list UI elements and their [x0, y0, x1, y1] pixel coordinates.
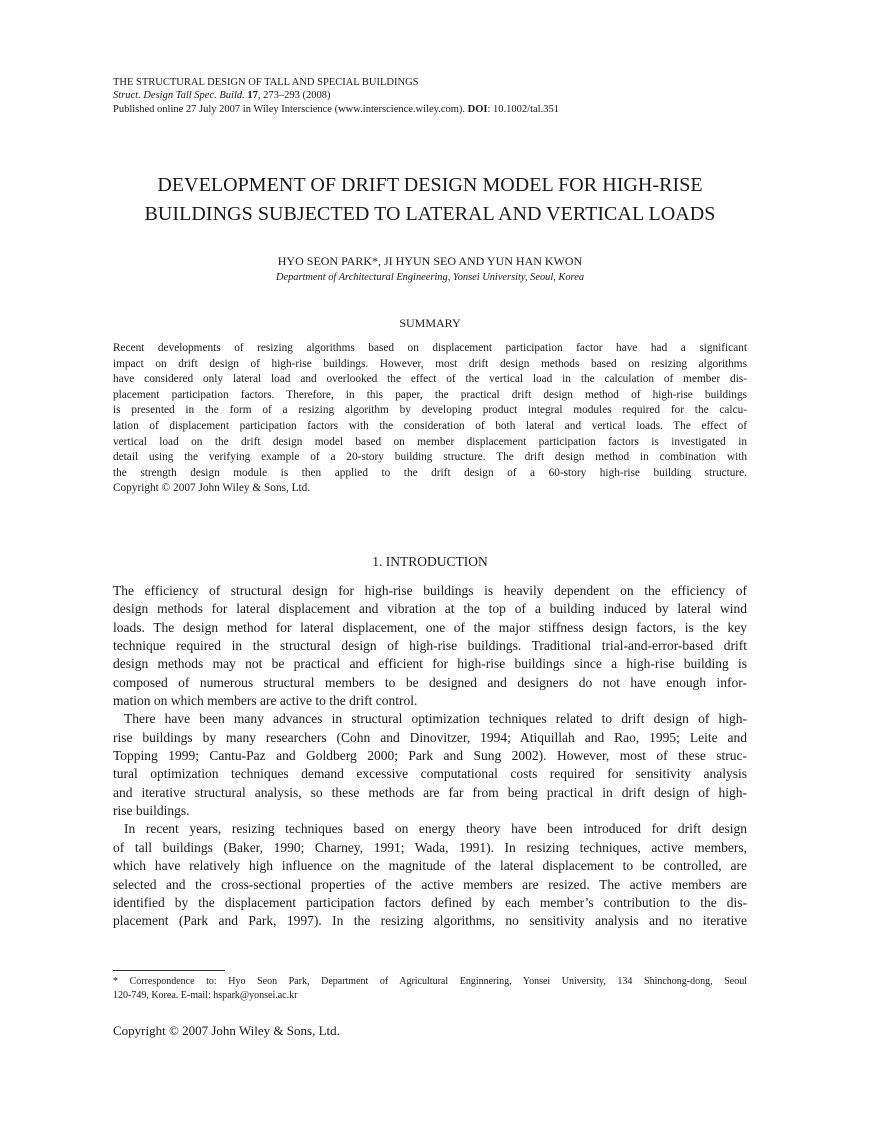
title-line: DEVELOPMENT OF DRIFT DESIGN MODEL FOR HIGH-RISE: [157, 174, 703, 196]
title-line: BUILDINGS SUBJECTED TO LATERAL AND VERTICAL LOADS: [144, 203, 716, 225]
published-text: Published online 27 July 2007 in Wiley Interscience (www.interscience.wiley.com).: [113, 103, 466, 115]
paragraph-line: In recent years, resizing techniques based on energy theory have been introduced for drift design: [124, 821, 747, 837]
correspondence-footnote: [113, 975, 747, 1003]
paragraph-line: identified by the displacement participation factors defined by each member’s contribution to the dis-: [113, 894, 747, 910]
footnote-line: * Correspondence to: Hyo Seon Park, Department of Agricultural Enginnering, Yonsei University, 134 Shinchong-dong, Seoul: [113, 976, 747, 987]
paragraph-line: placement (Park and Park, 1997). In the resizing algorithms, no sensitivity analysis and no iterative: [113, 913, 747, 929]
introduction-body: [113, 582, 747, 931]
paragraph-line: loads. The design method for lateral displacement, one of the major stiffness design factors, is the key: [113, 619, 747, 635]
summary-line: placement participation factors. Therefore, in this paper, the practical drift design method of high-rise buildings: [113, 388, 747, 401]
journal-header: [113, 76, 747, 116]
footnote-line: 120-749, Korea. E-mail: hspark@yonsei.ac.kr: [113, 990, 298, 1001]
paragraph-line: technique required in the structural design of high-rise buildings. Traditional trial-and-error-based drift: [113, 638, 747, 654]
paragraph-line: of tall buildings (Baker, 1990; Charney, 1991; Wada, 1991). In resizing techniques, active members,: [113, 839, 747, 855]
citation-journal: Struct. Design Tall Spec. Build.: [113, 90, 245, 102]
paragraph-line: design methods for lateral displacement and vibration at the top of a building induced by lateral wind: [113, 601, 747, 617]
paragraph-line: composed of numerous structural members to be designed and designers do not have enough infor-: [113, 674, 747, 690]
paragraph-line: rise buildings.: [113, 803, 190, 819]
paragraph-line: Topping 1999; Cantu-Paz and Goldberg 2000; Park and Sung 2002). However, most of these struc-: [113, 748, 747, 764]
paragraph-line: design methods may not be practical and efficient for high-rise buildings since a high-rise building is: [113, 656, 747, 672]
summary-line: Recent developments of resizing algorithms based on displacement participation factor have had a significant: [113, 342, 747, 354]
journal-name: THE STRUCTURAL DESIGN OF TALL AND SPECIAL BUILDINGS: [113, 77, 419, 88]
citation-pages: , 273–293 (2008): [257, 90, 331, 102]
authors: HYO SEON PARK*, JI HYUN SEO AND YUN HAN KWON: [277, 254, 583, 268]
paragraph-line: mation on which members are active to the drift control.: [113, 693, 418, 709]
copyright-footer: Copyright © 2007 John Wiley & Sons, Ltd.: [113, 1023, 340, 1038]
summary-text: [113, 341, 747, 497]
section-heading-introduction: 1. INTRODUCTION: [372, 554, 488, 569]
paragraph-line: The efficiency of structural design for high-rise buildings is heavily dependent on the efficiency of: [113, 583, 747, 598]
paragraph-line: and iterative structural analysis, so these methods are far from being practical in drift design of high-: [113, 784, 747, 800]
doi-label: DOI: [467, 103, 488, 115]
summary-line: detail using the verifying example of a 20-story building structure. The drift design method in combination with: [113, 451, 747, 464]
paragraph-line: selected and the cross-sectional properties of the active members are resized. The active members are: [113, 876, 747, 892]
paragraph-line: tural optimization techniques demand excessive computational costs required for sensitivity analysis: [113, 766, 747, 782]
doi-value: : 10.1002/tal.351: [487, 103, 559, 115]
summary-line: have considered only lateral load and overlooked the effect of the vertical load in the calculation of member dis-: [113, 373, 747, 386]
article-title: [113, 171, 747, 229]
summary-line: vertical load on the drift design model based on member displacement participation factors is investigated in: [113, 435, 747, 448]
affiliation: Department of Architectural Engineering, Yonsei University, Seoul, Korea: [275, 272, 585, 283]
summary-line: the strength design module is then applied to the drift design of a 60-story high-rise building structure.: [113, 466, 747, 479]
paragraph-line: rise buildings by many researchers (Cohn and Dinovitzer, 1994; Atiquillah and Rao, 1995; Leite and: [113, 729, 747, 745]
summary-line: lation of displacement participation factors with the consideration of both lateral and vertical loads. The effect of: [113, 419, 747, 432]
paragraph-line: There have been many advances in structural optimization techniques related to drift design of high-: [124, 711, 747, 727]
published-line: [113, 103, 747, 116]
citation-line: [113, 89, 747, 102]
summary-line: impact on drift design of high-rise buildings. However, most drift design methods based on resizing algorithms: [113, 357, 747, 370]
summary-heading: SUMMARY: [399, 316, 461, 330]
summary-line: Copyright © 2007 John Wiley & Sons, Ltd.: [113, 482, 311, 495]
paragraph-line: which have relatively high influence on the magnitude of the lateral displacement to be controlled, are: [113, 858, 747, 874]
footnote-divider: [113, 970, 225, 971]
citation-volume: 17: [247, 90, 258, 102]
summary-line: is presented in the form of a resizing algorithm by developing product integral modules required for the calcu-: [113, 404, 747, 417]
